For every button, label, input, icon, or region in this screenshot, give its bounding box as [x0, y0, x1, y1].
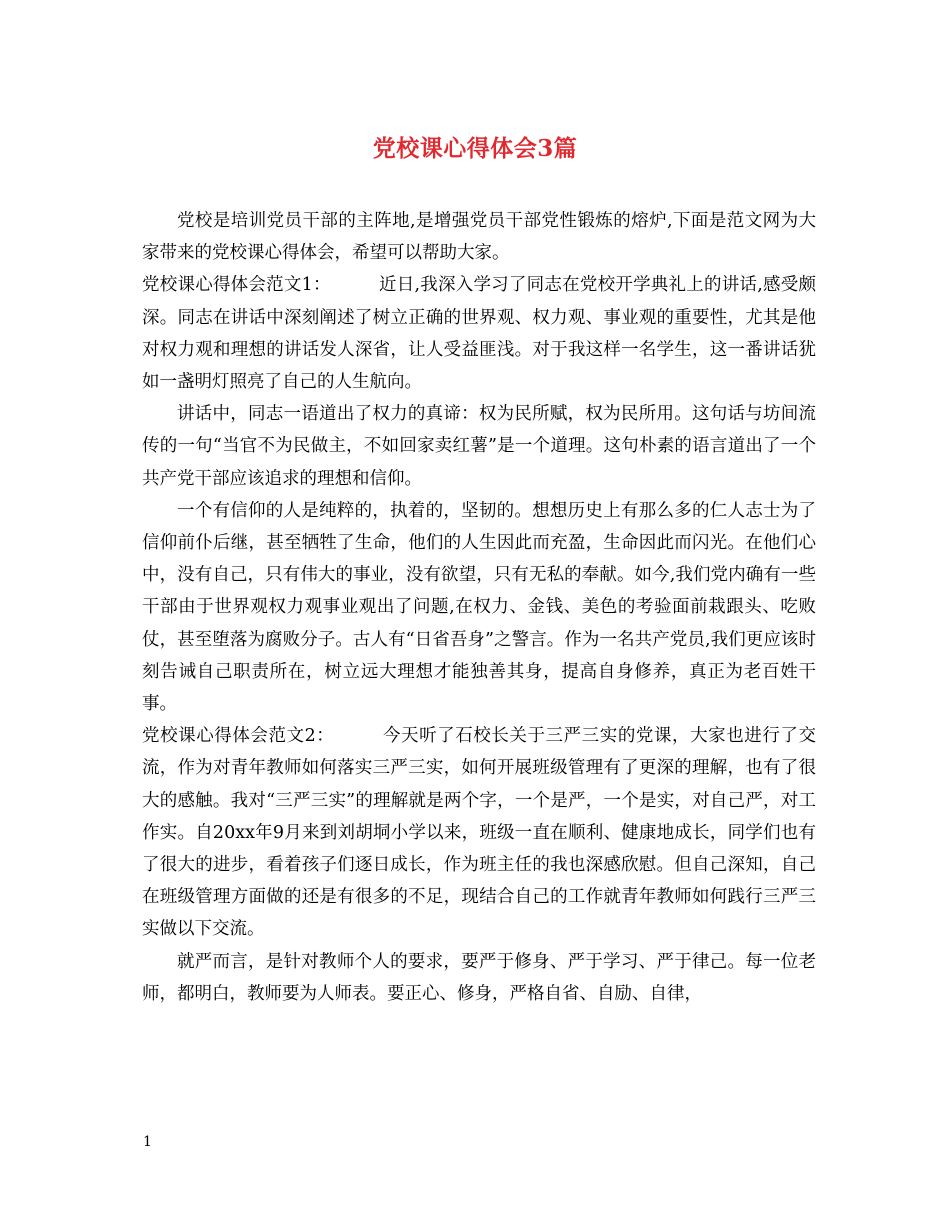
sample-heading-2: 党校课心得体会范文2：	[142, 726, 335, 747]
sample-1-text: 近日,我深入学习了同志在党校开学典礼上的讲话,感受颇深。同志在讲话中深刻阐述了树立正确的世界观、权力观、事业观的重要性，尤其是他对权力观和理想的讲话发人深省，让人受益匪浅。对于我这样一名学生，这一番讲话犹如一盏明灯照亮了自己的人生航向。	[142, 275, 816, 393]
page-number: 1	[143, 1134, 152, 1150]
paragraph-belief: 一个有信仰的人是纯粹的，执着的，坚韧的。想想历史上有那么多的仁人志士为了信仰前仆后继，甚至牺牲了生命，他们的人生因此而充盈，生命因此而闪光。在他们心中，没有自己，只有伟大的事业，没有欲望，只有无私的奉献。如今,我们党内确有一些干部由于世界观权力观事业观出了问题,在权力、金钱、美色的考验面前栽跟头、吃败仗，甚至堕落为腐败分子。古人有“日省吾身”之警言。作为一名共产党员,我们更应该时刻告诫自己职责所在，树立远大理想才能独善其身，提高自身修养，真正为老百姓干事。	[142, 500, 816, 715]
paragraph-strictness: 就严而言，是针对教师个人的要求，要严于修身、严于学习、严于律己。每一位老师，都明白，教师要为人师表。要正心、修身，严格自省、自励、自律，	[142, 951, 816, 1004]
sample-2-text: 今天听了石校长关于三严三实的党课，大家也进行了交流，作为对青年教师如何落实三严三实，如何开展班级管理有了更深的理解，也有了很大的感触。我对“三严三实”的理解就是两个字，一个是严，一个是实，对自己严，对工作实。自20xx年9月来到刘胡垌小学以来，班级一直在顺利、健康地成长，同学们也有了很大的进步，看着孩子们逐日成长，作为班主任的我也深感欣慰。但自己深知，自己在班级管理方面做的还是有很多的不足，现结合自己的工作就青年教师如何践行三严三实做以下交流。	[142, 726, 816, 940]
paragraph-intro: 党校是培训党员干部的主阵地,是增强党员干部党性锻炼的熔炉,下面是范文网为大家带来的党校课心得体会，希望可以帮助大家。	[142, 211, 816, 264]
paragraph-sample-2	[142, 720, 816, 945]
document-title: 党校课心得体会3篇	[372, 135, 578, 162]
document-body	[142, 205, 816, 1010]
paragraph-speech: 讲话中，同志一语道出了权力的真谛：权为民所赋，权为民所用。这句话与坊间流传的一句“当官不为民做主，不如回家卖红薯”是一个道理。这句朴素的语言道出了一个共产党干部应该追求的理想和信仰。	[142, 404, 816, 489]
sample-heading-1: 党校课心得体会范文1：	[142, 275, 331, 296]
paragraph-sample-1	[142, 269, 816, 398]
